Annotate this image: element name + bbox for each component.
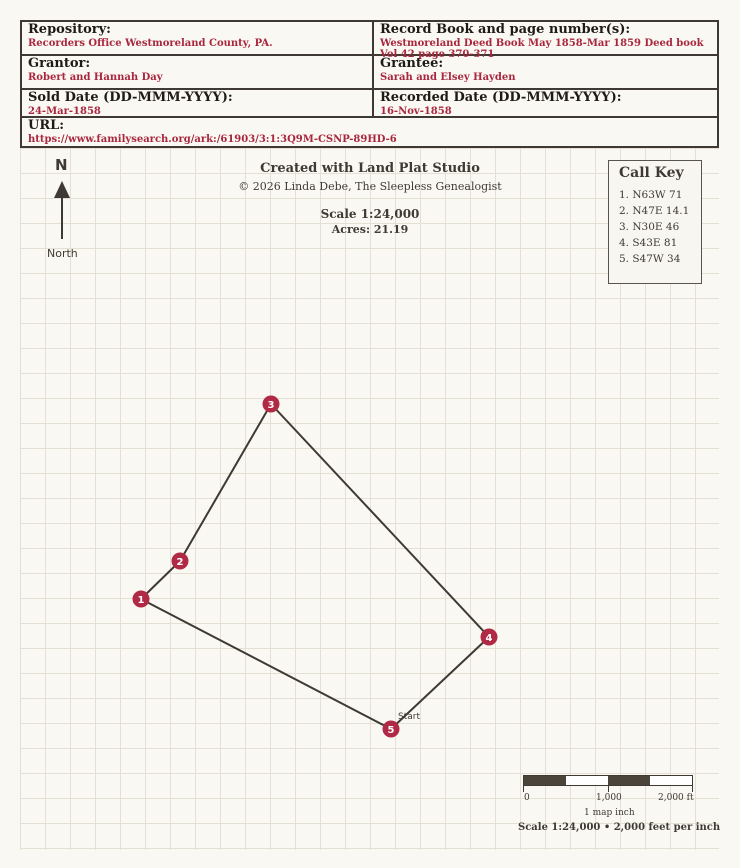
call-key-item: 4. S43E 81	[619, 237, 678, 249]
repository-label: Repository:	[28, 22, 111, 37]
scale-bar-graphic	[523, 775, 693, 786]
grantor-label: Grantor:	[28, 56, 91, 71]
corner-label: 2	[176, 557, 184, 568]
corner-marker-2[interactable]	[172, 553, 189, 570]
url-label: URL:	[28, 118, 65, 133]
map-inch-label: 1 map inch	[584, 808, 635, 818]
scale-caption: Scale 1:24,000 • 2,000 feet per inch	[518, 822, 721, 833]
scale-text: Scale 1:24,000	[320, 207, 420, 221]
book-value: Westmoreland Deed Book May 1858-Mar 1859 Deed book Vol 42 page 370-371	[380, 38, 704, 60]
grantee-value: Sarah and Elsey Hayden	[380, 72, 516, 83]
corner-marker-3[interactable]	[263, 396, 280, 413]
scale-bar	[500, 770, 720, 840]
call-key-item: 2. N47E 14.1	[619, 205, 690, 217]
call-key-item: 1. N63W 71	[619, 189, 683, 201]
scale-tick-label: 2,000 ft	[658, 793, 694, 803]
call-key-title: Call Key	[619, 165, 684, 181]
sold-date-label: Sold Date (DD-MMM-YYYY):	[28, 90, 233, 105]
scale-tick	[692, 786, 693, 792]
sold-date-value: 24-Mar-1858	[28, 106, 101, 117]
corner-label: 5	[387, 725, 395, 736]
repository-value: Recorders Office Westmoreland County, PA.	[28, 38, 273, 49]
recorded-date-label: Recorded Date (DD-MMM-YYYY):	[380, 90, 622, 105]
parcel-boundary	[141, 404, 489, 729]
corner-marker-4[interactable]	[481, 629, 498, 646]
north-letter: N	[55, 156, 68, 174]
copyright-text: © 2026 Linda Debe, The Sleepless Genealogist	[238, 180, 502, 193]
call-key-item: 5. S47W 34	[619, 253, 681, 265]
grantee-label: Grantee:	[380, 56, 444, 71]
scale-tick-label: 0	[524, 793, 530, 803]
acres-text: Acres: 21.19	[331, 223, 409, 236]
corner-marker-5[interactable]	[383, 721, 400, 738]
recorded-date-value: 16-Nov-1858	[380, 106, 452, 117]
scale-segment	[524, 776, 566, 785]
grantor-value: Robert and Hannah Day	[28, 72, 163, 83]
corner-label: 4	[485, 633, 493, 644]
call-key-item: 3. N30E 46	[619, 221, 680, 233]
url-link[interactable]: https://www.familysearch.org/ark:/61903/3:1:3Q9M-CSNP-89HD-6	[28, 134, 397, 145]
scale-segment	[608, 776, 650, 785]
scale-segment	[566, 776, 608, 785]
north-label: North	[47, 247, 78, 260]
corner-marker-1[interactable]	[133, 591, 150, 608]
scale-tick-label: 1,000	[596, 793, 622, 803]
scale-tick	[608, 786, 609, 792]
scale-tick	[523, 786, 524, 792]
start-label: Start	[398, 712, 420, 722]
scale-segment	[650, 776, 692, 785]
created-with-text: Created with Land Plat Studio	[260, 161, 480, 176]
corner-label: 3	[267, 400, 275, 411]
book-label: Record Book and page number(s):	[380, 22, 631, 37]
corner-label: 1	[137, 595, 145, 606]
